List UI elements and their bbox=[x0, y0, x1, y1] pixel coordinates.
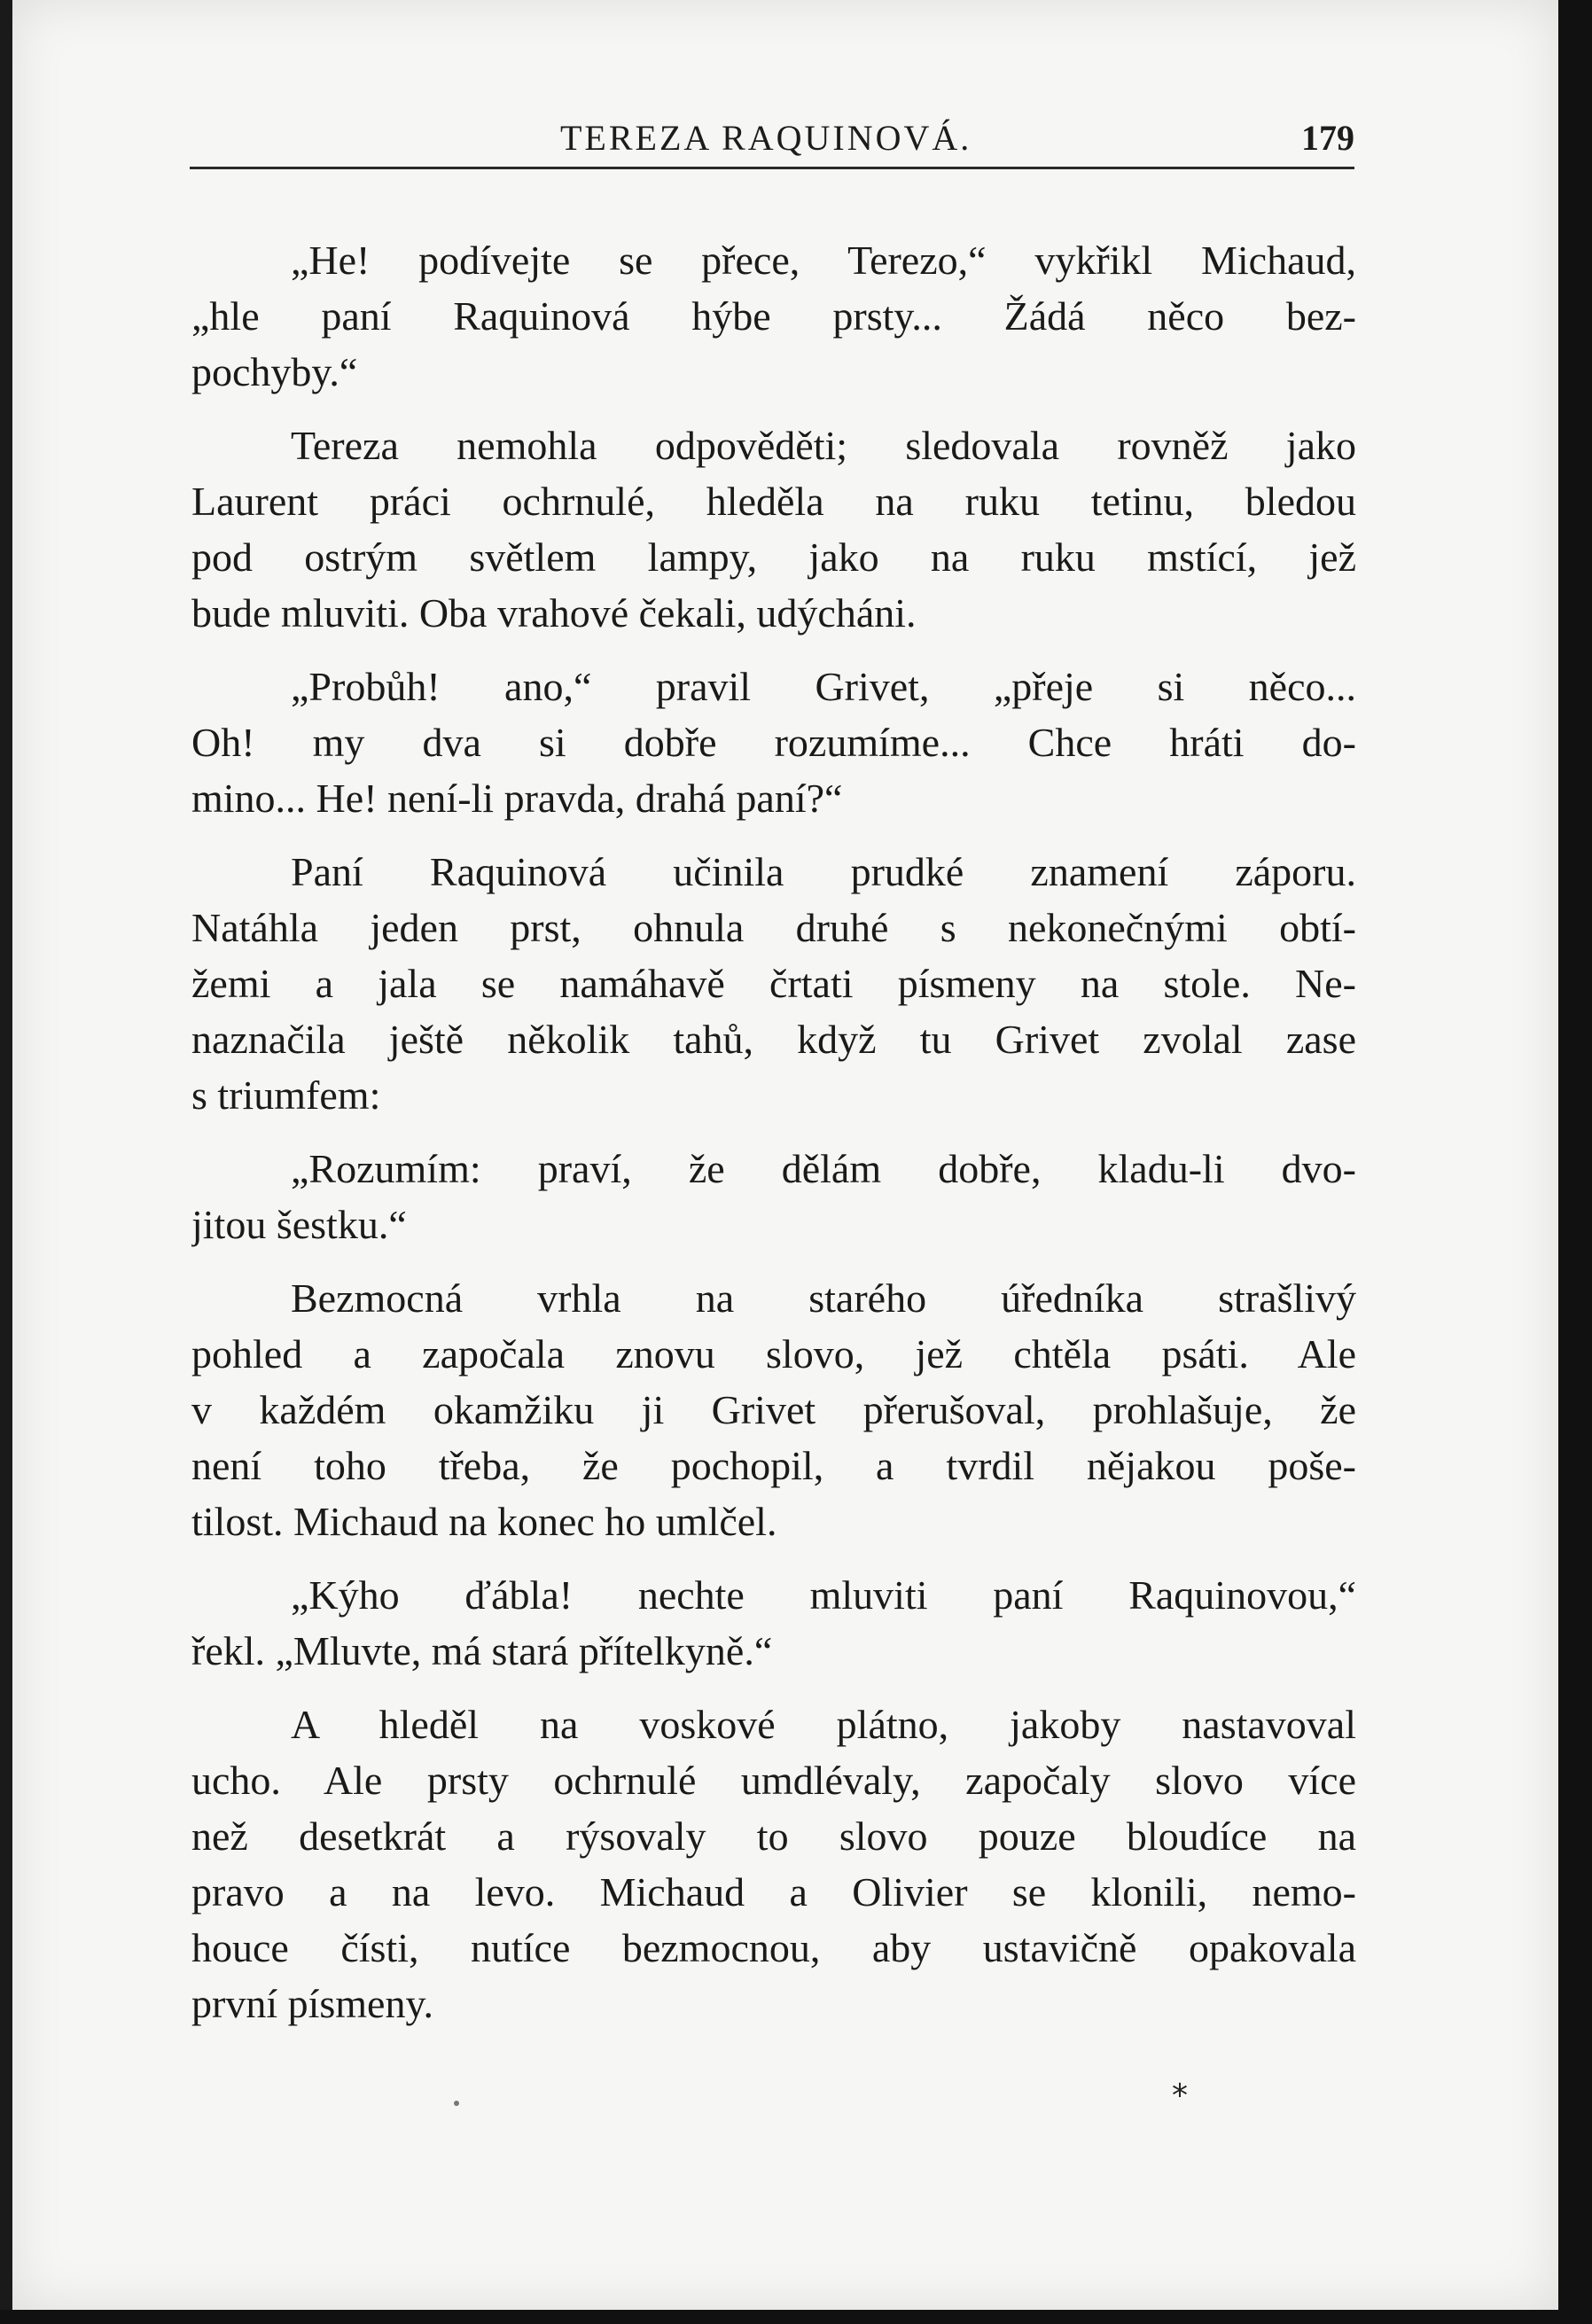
text-line: naznačila ještě několik tahů, když tu Grivet zvolal zase bbox=[191, 1017, 1356, 1062]
text-line: „hle paní Raquinová hýbe prsty... Žádá něco bez- bbox=[191, 293, 1356, 339]
scan-edge-right bbox=[1558, 0, 1592, 2324]
text-line: bude mluviti. Oba vrahové čekali, udýcháni. bbox=[191, 590, 917, 636]
text-line: „Probůh! ano,“ pravil Grivet, „přeje si něco... bbox=[291, 664, 1356, 709]
text-line: v každém okamžiku ji Grivet přerušoval, prohlašuje, že bbox=[191, 1387, 1356, 1432]
text-line: houce čísti, nutíce bezmocnou, aby ustavičně opakovala bbox=[191, 1925, 1356, 1970]
paragraph bbox=[191, 844, 1356, 1123]
text-line: jitou šestku.“ bbox=[191, 1202, 407, 1247]
text-line: Tereza nemohla odpověděti; sledovala rovněž jako bbox=[291, 423, 1356, 468]
text-line: než desetkrát a rýsovaly to slovo pouze bloudíce na bbox=[191, 1813, 1356, 1859]
paragraph bbox=[191, 1270, 1356, 1549]
book-page bbox=[12, 0, 1558, 2310]
text-line: pod ostrým světlem lampy, jako na ruku mstící, jež bbox=[191, 534, 1356, 580]
page-header bbox=[190, 117, 1354, 161]
text-line: Paní Raquinová učinila prudké znamení záporu. bbox=[291, 849, 1356, 894]
text-line: tilost. Michaud na konec ho umlčel. bbox=[191, 1499, 777, 1544]
text-line: není toho třeba, že pochopil, a tvrdil nějakou poše- bbox=[191, 1443, 1356, 1488]
text-line: žemi a jala se namáhavě črtati písmeny na stole. Ne- bbox=[191, 961, 1356, 1006]
paragraph bbox=[191, 1141, 1356, 1252]
text-line: pochyby.“ bbox=[191, 349, 358, 394]
paragraph bbox=[191, 659, 1356, 826]
text-line: řekl. „Mluvte, má stará přítelkyně.“ bbox=[191, 1628, 773, 1673]
text-line: s triumfem: bbox=[191, 1072, 381, 1118]
paragraph bbox=[191, 232, 1356, 400]
text-line: „He! podívejte se přece, Terezo,“ vykřikl Michaud, bbox=[291, 238, 1356, 283]
text-line: Oh! my dva si dobře rozumíme... Chce hráti do- bbox=[191, 720, 1356, 765]
print-speck bbox=[454, 2101, 459, 2106]
text-line: A hleděl na voskové plátno, jakoby nastavoval bbox=[291, 1702, 1356, 1747]
running-title: TEREZA RAQUINOVÁ. bbox=[560, 118, 972, 158]
text-line: Bezmocná vrhla na starého úředníka strašlivý bbox=[291, 1275, 1356, 1321]
text-line: pravo a na levo. Michaud a Olivier se klonili, nemo- bbox=[191, 1869, 1356, 1915]
signature-mark: * bbox=[1172, 2078, 1188, 2114]
text-line: první písmeny. bbox=[191, 1981, 433, 2026]
paragraph bbox=[191, 1567, 1356, 1679]
header-rule bbox=[190, 167, 1354, 169]
body-text bbox=[191, 232, 1356, 2049]
text-line: mino... He! není-li pravda, drahá paní?“ bbox=[191, 776, 843, 821]
text-line: „Kýho ďábla! nechte mluviti paní Raquinovou,“ bbox=[291, 1572, 1356, 1618]
paragraph bbox=[191, 1696, 1356, 2032]
text-line: Natáhla jeden prst, ohnula druhé s nekonečnými obtí- bbox=[191, 905, 1356, 950]
page-number: 179 bbox=[1301, 118, 1354, 158]
scan-edge-bottom bbox=[0, 2310, 1592, 2324]
text-line: Laurent práci ochrnulé, hleděla na ruku tetinu, bledou bbox=[191, 479, 1356, 524]
paragraph bbox=[191, 417, 1356, 641]
text-line: pohled a započala znovu slovo, jež chtěla psáti. Ale bbox=[191, 1331, 1356, 1376]
text-line: „Rozumím: praví, že dělám dobře, kladu-li dvo- bbox=[291, 1146, 1356, 1191]
text-line: ucho. Ale prsty ochrnulé umdlévaly, započaly slovo více bbox=[191, 1758, 1356, 1803]
